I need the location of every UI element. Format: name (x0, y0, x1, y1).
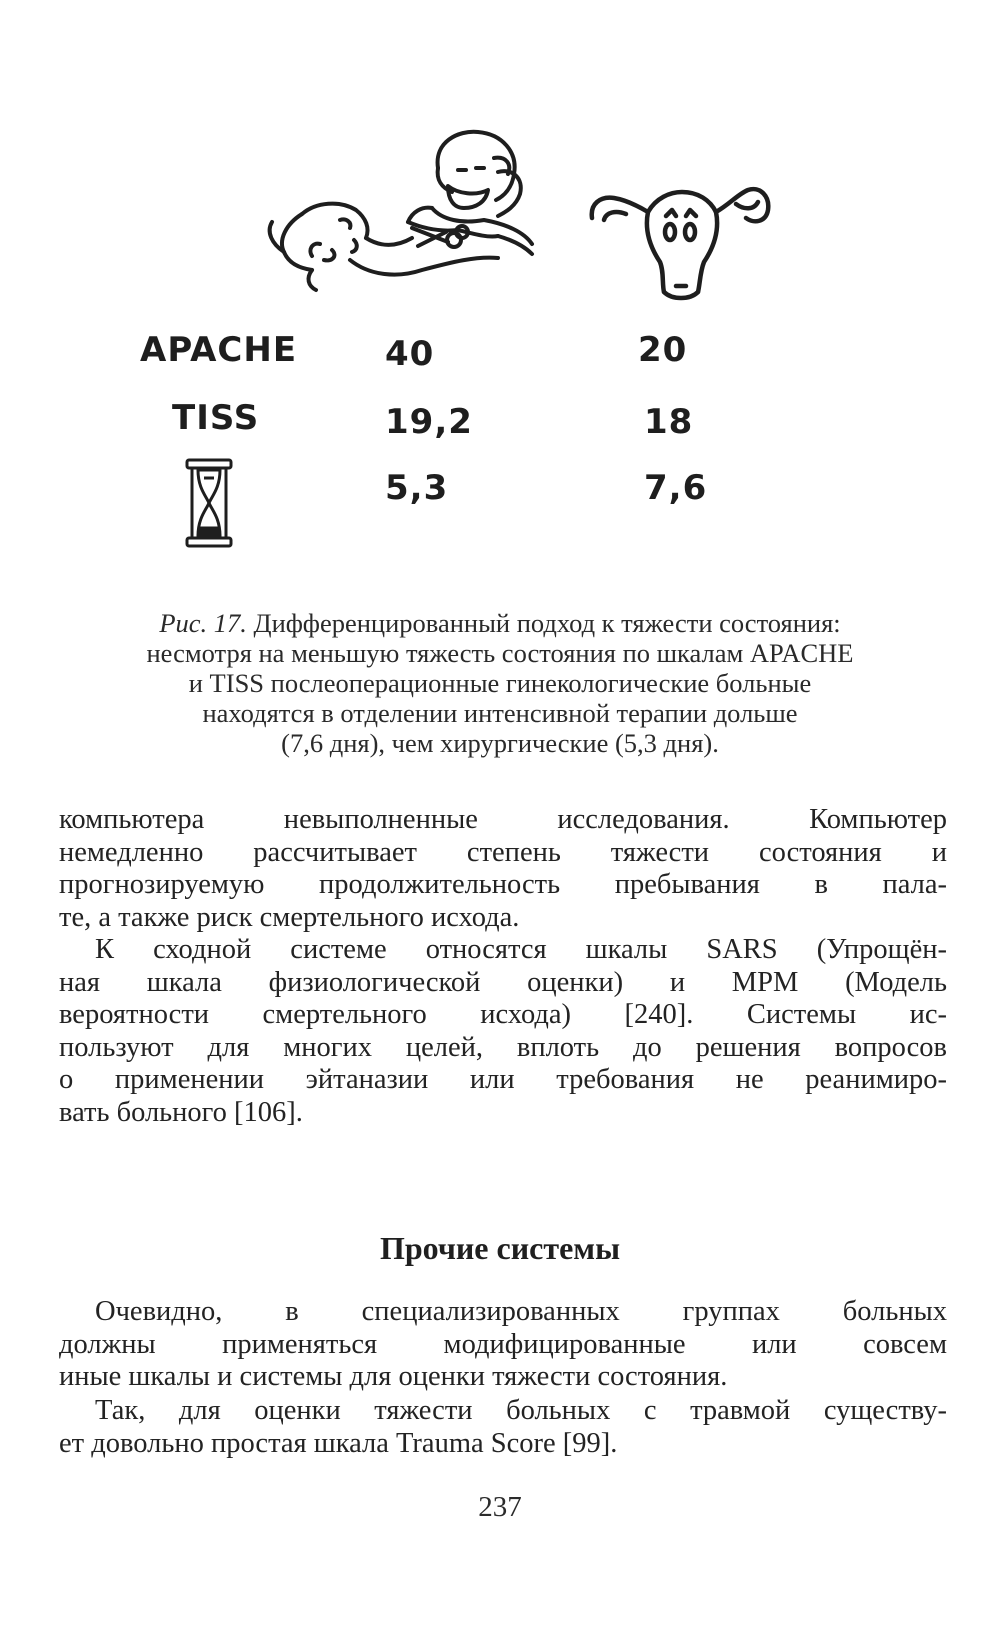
caption-label: Рис. 17. (159, 608, 247, 638)
text-line: немедленно рассчитывает степень тяжести состояния и (59, 836, 947, 868)
text-line: К сходной системе относятся шкалы SARS (Упрощён- (95, 934, 947, 965)
caption-line: находятся в отделении интенсивной терапии дольше (202, 698, 798, 728)
figure-caption (40, 608, 960, 758)
row-apache-gynecological-value: 20 (638, 330, 688, 370)
text-line: вать больного [106]. (59, 1096, 303, 1128)
text-line: иные шкалы и системы для оценки тяжести состояния. (59, 1361, 728, 1392)
page-number: 237 (478, 1491, 522, 1523)
text-line: о применении эйтаназии или требования не реанимиро- (59, 1064, 947, 1095)
text-line: ная шкала физиологической оценки) и MPM (Модель (59, 966, 947, 998)
row-time-gynecological-value: 7,6 (644, 468, 708, 508)
text-line: Так, для оценки тяжести больных с травмой существу- (95, 1395, 947, 1426)
paragraph-2 (59, 934, 947, 1129)
figure-17 (0, 0, 1000, 580)
caption-line: Дифференцированный подход к тяжести состояния: (253, 608, 841, 638)
row-tiss-surgical-value: 19,2 (385, 402, 473, 442)
row-apache-label: APACHE (140, 330, 298, 370)
text-line: Очевидно, в специализированных группах больных (95, 1296, 947, 1327)
text-line: ет довольно простая шкала Trauma Score [99]. (59, 1427, 618, 1459)
text-line: те, а также риск смертельного исхода. (59, 901, 520, 933)
hourglass-icon (184, 458, 234, 548)
text-line: компьютера невыполненные исследования. Компьютер (59, 804, 947, 835)
row-time-surgical-value: 5,3 (385, 468, 449, 508)
row-apache-surgical-value: 40 (385, 334, 435, 374)
text-line: прогнозируемую продолжительность пребывания в пала- (59, 869, 947, 900)
section-heading: Прочие системы (379, 1230, 621, 1266)
paragraph-1 (59, 804, 947, 934)
surgeon-operating-patient-illustration (262, 128, 562, 314)
caption-line: (7,6 дня), чем хирургические (5,3 дня). (281, 728, 719, 758)
uterus-face-illustration (586, 176, 774, 308)
paragraph-3 (59, 1296, 947, 1394)
text-line: должны применяться модифицированные или совсем (59, 1328, 947, 1360)
row-tiss-label: TISS (172, 398, 260, 438)
caption-line: и TISS послеоперационные гинекологические больные (188, 668, 812, 698)
text-line: пользуют для многих целей, вплоть до решения вопросов (59, 1031, 947, 1063)
row-tiss-gynecological-value: 18 (644, 402, 694, 442)
text-line: вероятности смертельного исхода) [240]. Системы ис- (59, 999, 947, 1030)
paragraph-4 (59, 1395, 947, 1460)
caption-line: несмотря на меньшую тяжесть состояния по шкалам APACHE (146, 638, 854, 668)
